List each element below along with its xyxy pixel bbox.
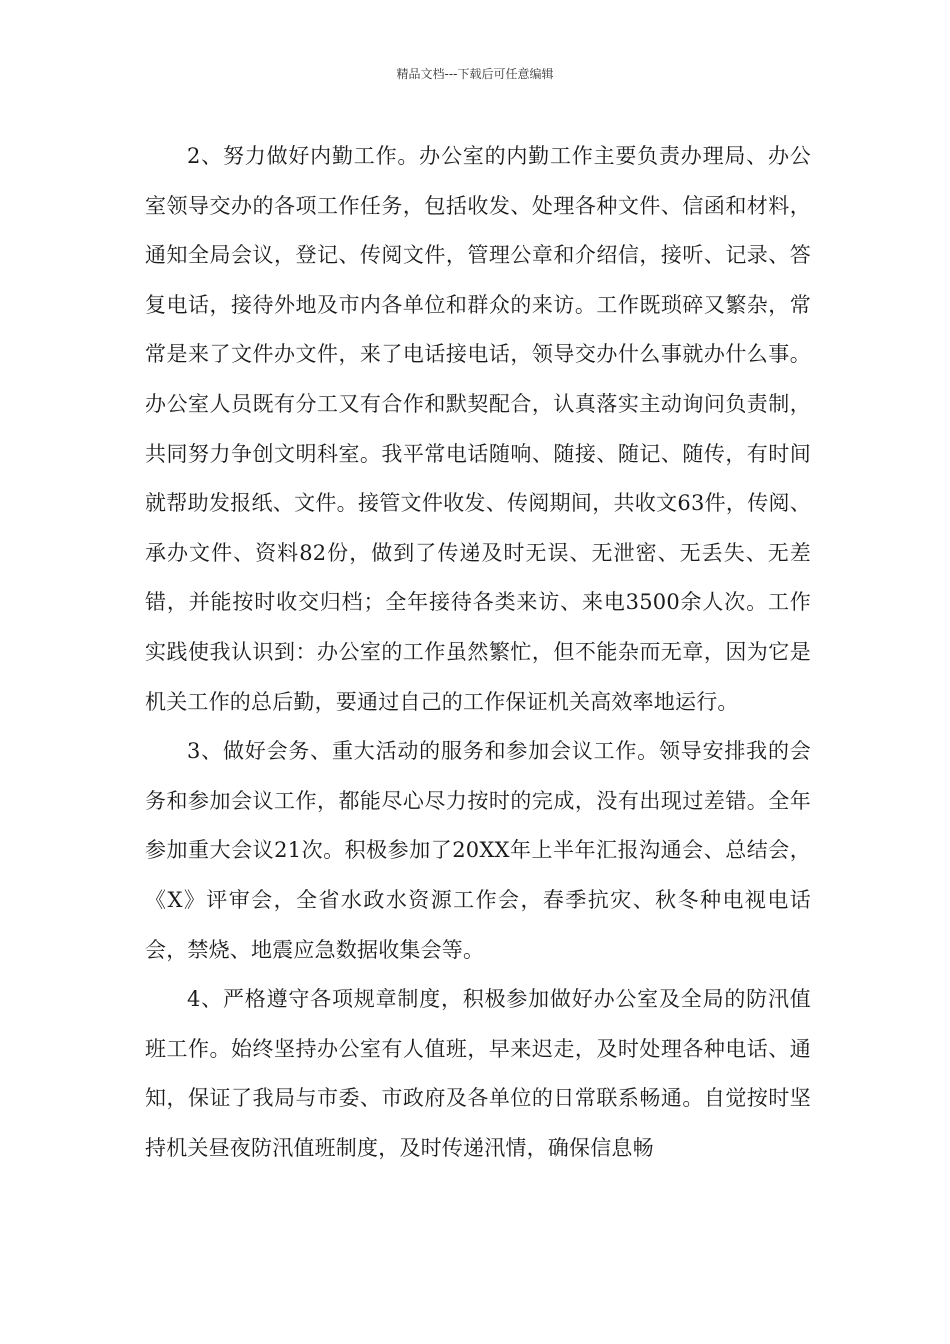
paragraph-office-internal-work: 2、努力做好内勤工作。办公室的内勤工作主要负责办理局、办公室领导交办的各项工作任务，包括收发、处理各种文件、信函和材料，通知全局会议，登记、传阅文件，管理公章和介绍信，接听、记录、答复电话，接待外地及市内各单位和群众的来访。工作既琐碎又繁杂，常常是来了文件办文件，来了电话接电话，领导交办什么事就办什么事。办公室人员既有分工又有合作和默契配合，认真落实主动询问负责制，共同努力争创文明科室。我平常电话随响、随接、随记、随传，有时间就帮助发报纸、文件。接管文件收发、传阅期间，共收文63件，传阅、承办文件、资料82份，做到了传递及时无误、无泄密、无丢失、无差错，并能按时收交归档；全年接待各类来访、来电3500余人次。工作实践使我认识到：办公室的工作虽然繁忙，但不能杂而无章，因为它是机关工作的总后勤，要通过自己的工作保证机关高效率地运行。 xyxy=(145,144,811,714)
paragraph-flood-duty: 4、严格遵守各项规章制度，积极参加做好办公室及全局的防汛值班工作。始终坚持办公室有人值班，早来迟走，及时处理各种电话、通知，保证了我局与市委、市政府及各单位的日常联系畅通。自觉按时坚持机关昼夜防汛值班制度，及时传递汛情，确保信息畅 xyxy=(145,987,811,1160)
page-header: 精品文档---下载后可任意编辑 xyxy=(396,67,554,81)
document-body xyxy=(145,132,811,1173)
paragraph-meeting-services: 3、做好会务、重大活动的服务和参加会议工作。领导安排我的会务和参加会议工作，都能尽心尽力按时的完成，没有出现过差错。全年参加重大会议21次。积极参加了20XX年上半年汇报沟通会、总结会，《X》评审会，全省水政水资源工作会，春季抗灾、秋冬种电视电话会，禁烧、地震应急数据收集会等。 xyxy=(145,739,811,962)
